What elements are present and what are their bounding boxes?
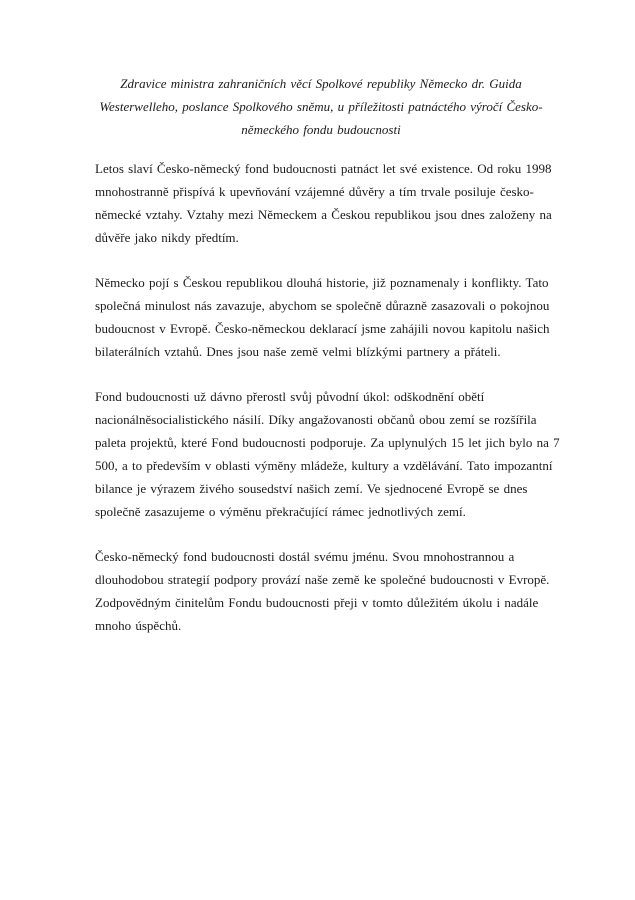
text-line: paleta projektů, které Fond budoucnosti podporuje. Za uplynulých 15 let jich bylo na 7 [95, 435, 560, 450]
text-line: budoucnost v Evropě. Česko-německou deklarací jsme zahájili novou kapitolu našich [95, 321, 550, 336]
paragraph [95, 385, 560, 523]
paragraph [95, 545, 550, 637]
paragraph [95, 271, 550, 363]
document-title [95, 72, 547, 141]
text-line: Fond budoucnosti už dávno přerostl svůj původní úkol: odškodnění obětí [95, 389, 485, 404]
title-line: Westerwelleho, poslance Spolkového sněmu, u příležitosti patnáctého výročí Česko- [99, 99, 543, 114]
text-line: společná minulost nás zavazuje, abychom se společně důrazně zasazovali o pokojnou [95, 298, 550, 313]
text-line: mnohostranně přispívá k upevňování vzájemné důvěry a tím trvale posiluje česko- [95, 184, 534, 199]
text-line: důvěře jako nikdy předtím. [95, 230, 239, 245]
text-line: mnoho úspěchů. [95, 618, 182, 633]
text-line: dlouhodobou strategií podpory provází naše země ke společné budoucnosti v Evropě. [95, 572, 550, 587]
text-line: Letos slaví Česko-německý fond budoucnosti patnáct let své existence. Od roku 1998 [95, 161, 552, 176]
text-line: německé vztahy. Vztahy mezi Německem a Českou republikou jsou dnes založeny na [95, 207, 552, 222]
text-line: společně zasazujeme o výměnu překračující rámec jednotlivých zemí. [95, 504, 466, 519]
text-line: bilaterálních vztahů. Dnes jsou naše země velmi blízkými partnery a přáteli. [95, 344, 501, 359]
paragraph [95, 157, 552, 249]
text-line: bilance je výrazem živého sousedství našich zemí. Ve sjednocené Evropě se dnes [95, 481, 528, 496]
text-line: 500, a to především v oblasti výměny mládeže, kultury a vzdělávání. Tato impozantní [95, 458, 553, 473]
title-line: Zdravice ministra zahraničních věcí Spolkové republiky Německo dr. Guida [120, 76, 522, 91]
text-line: nacionálněsocialistického násilí. Díky angažovanosti občanů obou zemí se rozšířila [95, 412, 537, 427]
text-line: Zodpovědným činitelům Fondu budoucnosti přeji v tomto důležitém úkolu i nadále [95, 595, 539, 610]
text-line: Česko-německý fond budoucnosti dostál svému jménu. Svou mnohostrannou a [95, 549, 515, 564]
text-line: Německo pojí s Českou republikou dlouhá historie, již poznamenaly i konflikty. Tato [95, 275, 549, 290]
title-line: německého fondu budoucnosti [241, 122, 401, 137]
